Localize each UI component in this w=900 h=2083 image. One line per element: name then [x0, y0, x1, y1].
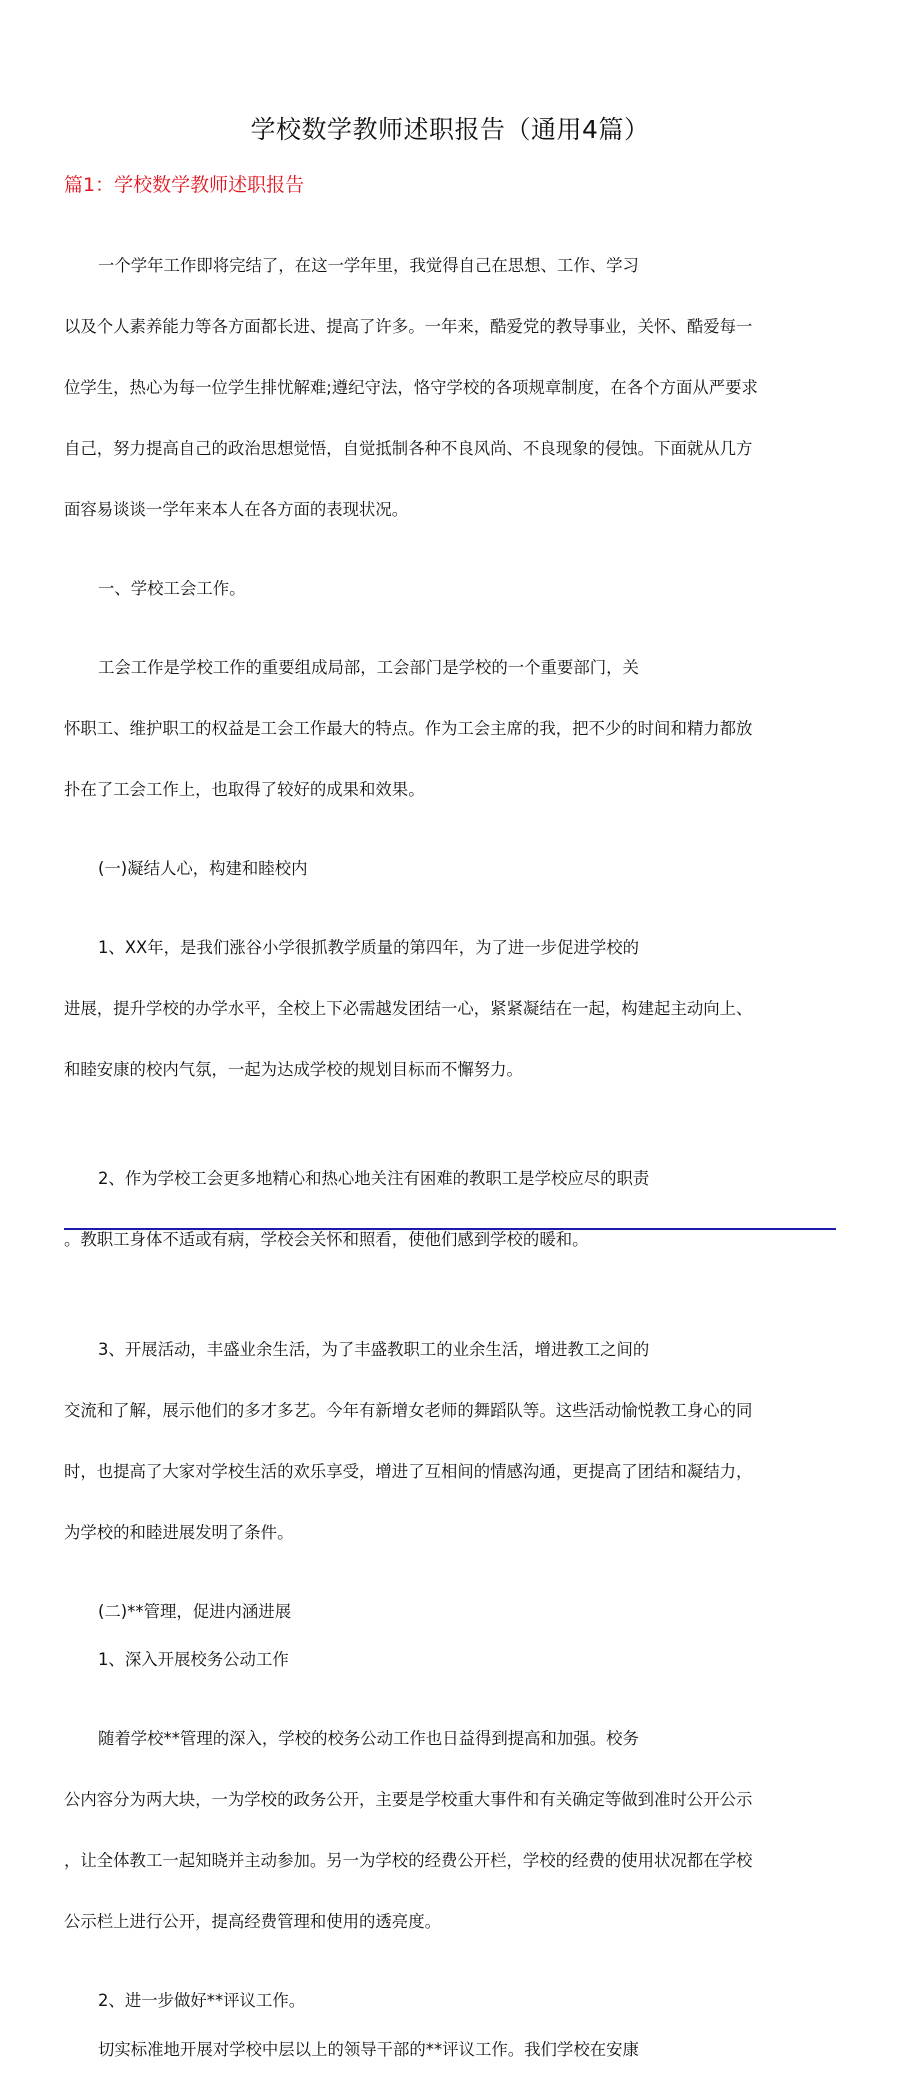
- text-line: 时，也提高了大家对学校生活的欢乐享受，增进了互相间的情感沟通，更提高了团结和凝结力，: [64, 1461, 753, 1481]
- text-line: 进展，提升学校的办学水平，全校上下必需越发团结一心，紧紧凝结在一起，构建起主动向上、: [64, 998, 753, 1018]
- text-line: 1、XX年，是我们涨谷小学很抓教学质量的第四年，为了进一步促进学校的: [98, 937, 639, 957]
- paragraph-union-work: [64, 622, 840, 836]
- paragraph-item-2: [64, 1134, 840, 1287]
- text-line: 。教职工身体不适或有病，学校会关怀和照看，使他们感到学校的暖和。: [64, 1230, 589, 1249]
- text-line: 扑在了工会工作上，也取得了较好的成果和效果。: [64, 779, 425, 799]
- text-line: 随着学校**管理的深入，学校的校务公动工作也日益得到提高和加强。校务: [98, 1729, 639, 1748]
- text-line: 位学生，热心为每一位学生排忧解难;遵纪守法，恪守学校的各项规章制度，在各个方面从严要求: [64, 377, 758, 397]
- text-line: 工会工作是学校工作的重要组成局部，工会部门是学校的一个重要部门，关: [98, 657, 639, 677]
- text-line: 一个学年工作即将完结了，在这一学年里，我觉得自己在思想、工作、学习: [98, 255, 639, 275]
- subheading-school-affairs: 1、深入开展校务公动工作: [98, 1650, 289, 1669]
- text-line: 公示栏上进行公开，提高经费管理和使用的透亮度。: [64, 1912, 441, 1931]
- text-line: 3、开展活动，丰盛业余生活，为了丰盛教职工的业余生活，增进教工之间的: [98, 1339, 650, 1359]
- text-line: 2、作为学校工会更多地精心和热心地关注有困难的教职工是学校应尽的职责: [98, 1169, 650, 1188]
- text-line: 怀职工、维护职工的权益是工会工作最大的特点。作为工会主席的我，把不少的时间和精力都放: [64, 718, 753, 738]
- paragraph-item-3: [64, 1304, 840, 1579]
- document-body: [64, 220, 840, 2083]
- subheading-management: (二)**管理，促进内涵进展: [98, 1601, 292, 1621]
- text-line: 自己，努力提高自己的政治思想觉悟，自觉抵制各种不良风尚、不良现象的侵蚀。下面就从几方: [64, 438, 753, 458]
- subheading-unite-people: (一)凝结人心，构建和睦校内: [98, 858, 308, 878]
- text-line: 交流和了解，展示他们的多才多艺。今年有新增女老师的舞蹈队等。这些活动愉悦教工身心的同: [64, 1400, 753, 1420]
- subheading-evaluation: 2、进一步做好**评议工作。: [98, 1991, 306, 2010]
- text-line: 和睦安康的校内气氛，一起为达成学校的规划目标而不懈努力。: [64, 1059, 523, 1079]
- text-line: 以及个人素养能力等各方面都长进、提高了许多。一年来，酷爱党的教导事业，关怀、酷爱每一: [64, 316, 753, 336]
- document-title: 学校数学教师述职报告（通用4篇）: [250, 115, 650, 144]
- paragraph-item-1: [64, 902, 840, 1116]
- subheading-union-work: 一、学校工会工作。: [98, 578, 246, 598]
- text-line: ，让全体教工一起知晓并主动参加。另一为学校的经费公开栏，学校的经费的使用状况都在学校: [64, 1851, 753, 1870]
- text-line: 面容易谈谈一学年来本人在各方面的表现状况。: [64, 499, 409, 519]
- paragraph-intro: [64, 220, 840, 556]
- footer-divider: [64, 1228, 836, 1230]
- paragraph-evaluation-start: 切实标准地开展对学校中层以上的领导干部的**评议工作。我们学校在安康: [98, 2039, 639, 2059]
- section-heading: 篇1：学校数学教师述职报告: [64, 174, 305, 196]
- text-line: 公内容分为两大块，一为学校的政务公开，主要是学校重大事件和有关确定等做到准时公开公示: [64, 1790, 753, 1809]
- paragraph-school-affairs: [64, 1694, 840, 1969]
- text-line: 为学校的和睦进展发明了条件。: [64, 1522, 294, 1542]
